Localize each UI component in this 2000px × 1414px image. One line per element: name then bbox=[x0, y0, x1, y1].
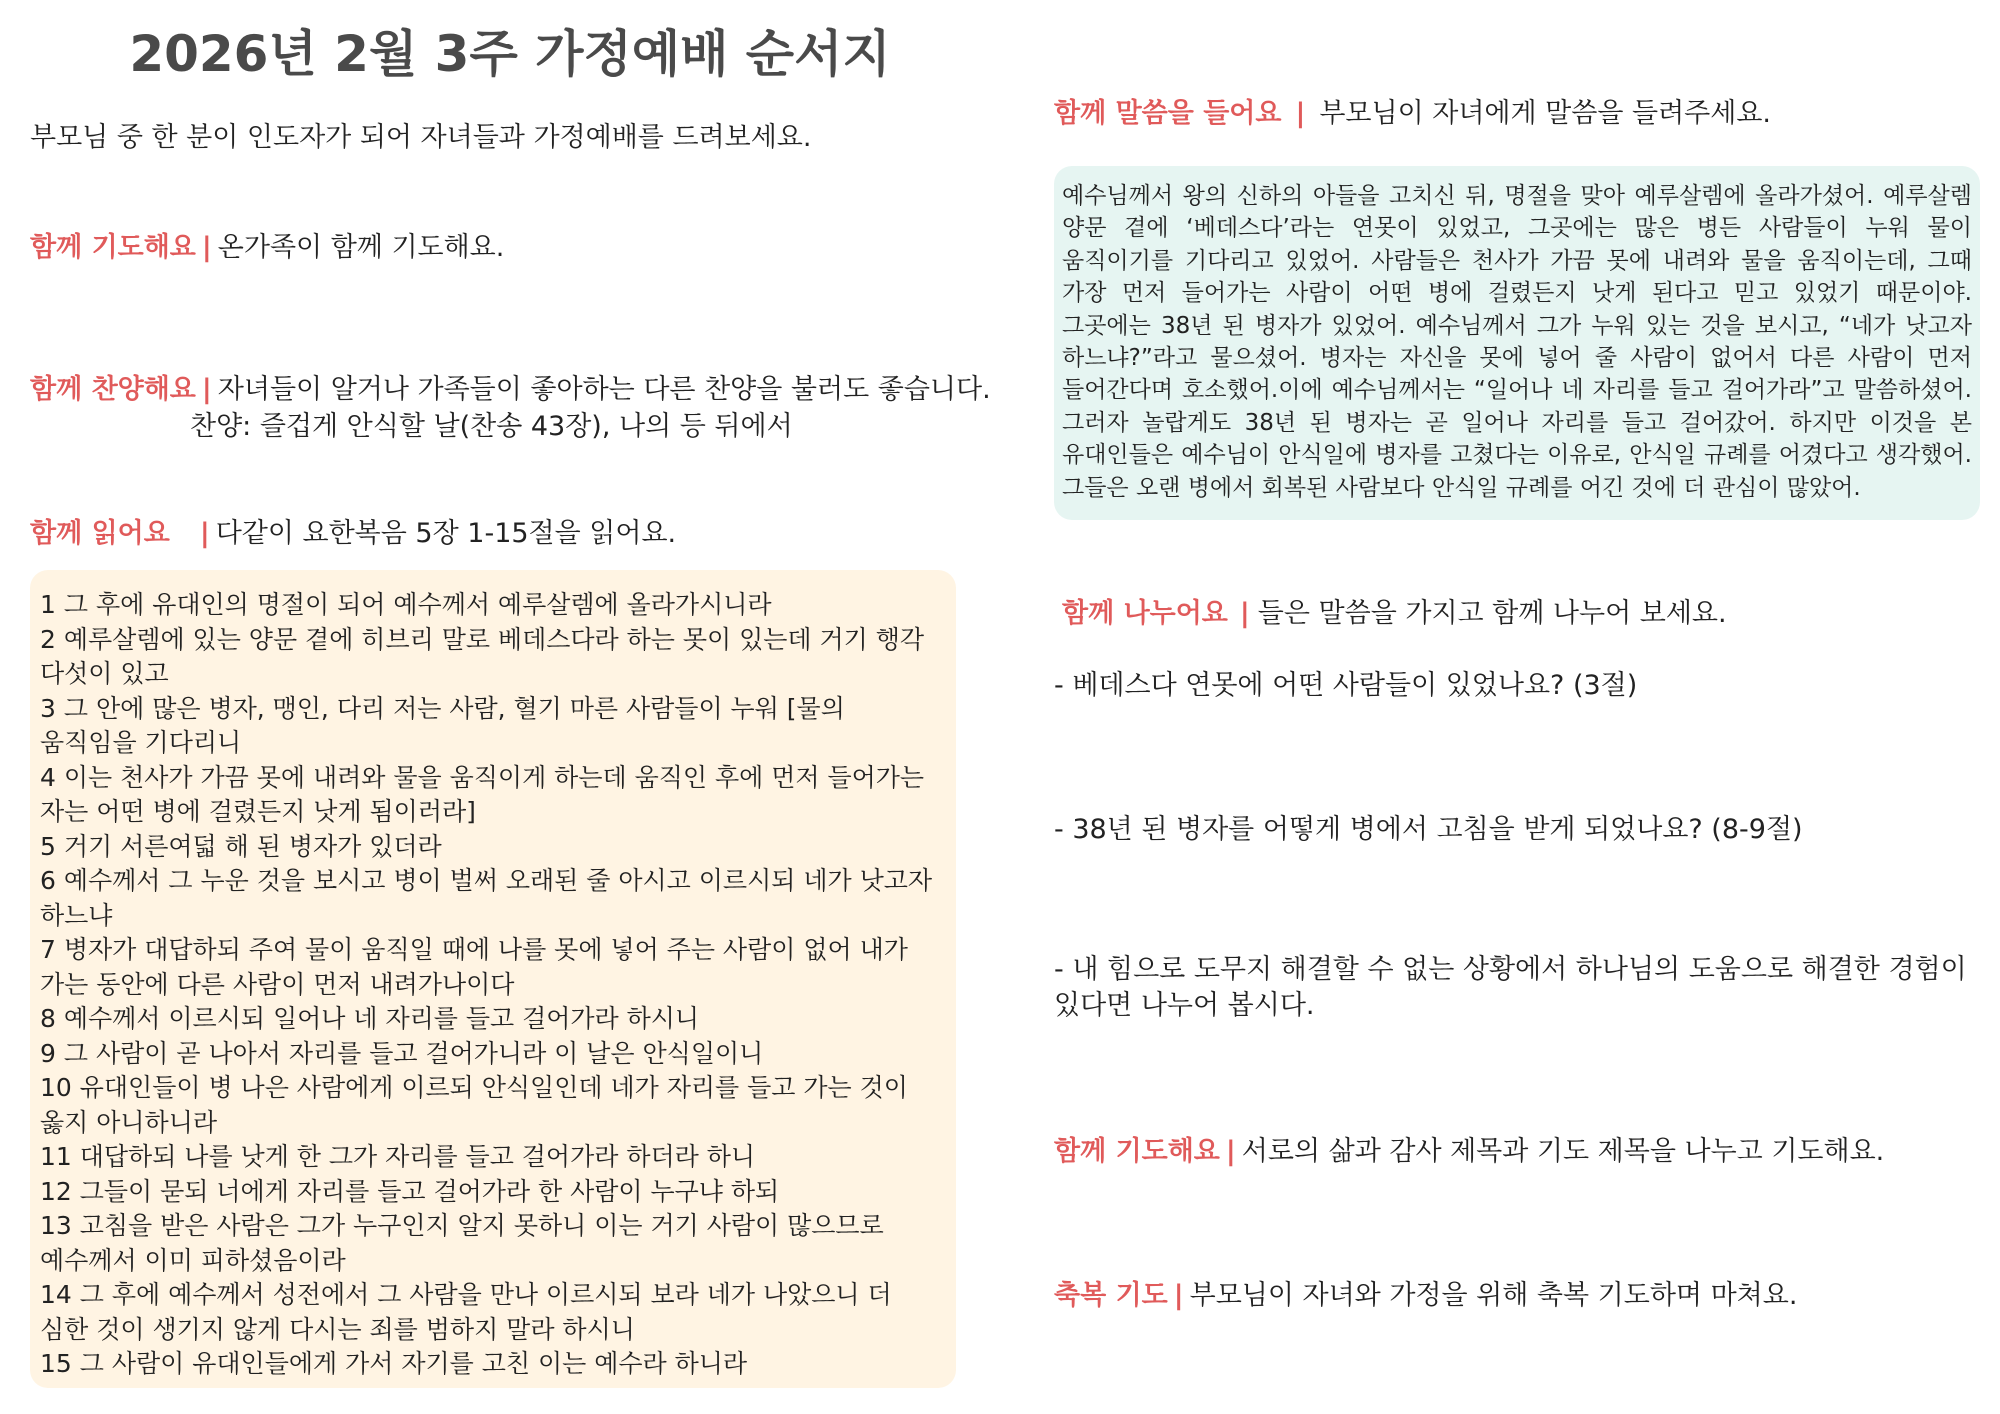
verse: 14 그 후에 예수께서 성전에서 그 사람을 만나 이르시되 보라 네가 나았으니 더 심한 것이 생기지 않게 다시는 죄를 범하지 말라 하시니 bbox=[40, 1280, 892, 1344]
section-label: 함께 기도해요 bbox=[1054, 1136, 1220, 1167]
verse: 12 그들이 묻되 너에게 자리를 들고 걸어가라 한 사람이 누구냐 하되 bbox=[40, 1176, 780, 1206]
separator: | bbox=[1225, 1136, 1236, 1167]
verse: 11 대답하되 나를 낫게 한 그가 자리를 들고 걸어가라 하더라 하니 bbox=[40, 1142, 756, 1171]
section-pray-1 bbox=[30, 230, 504, 266]
section-text: 다같이 요한복음 5장 1-15절을 읽어요. bbox=[215, 518, 677, 549]
section-listen bbox=[1054, 96, 1771, 132]
page-title: 2026년 2월 3주 가정예배 순서지 bbox=[129, 25, 891, 83]
section-label: 함께 기도해요 bbox=[30, 232, 196, 263]
section-text: 부모님이 자녀에게 말씀을 들려주세요. bbox=[1319, 98, 1771, 129]
verse: 13 고침을 받은 사람은 그가 누구인지 알지 못하니 이는 거기 사람이 많으므로 예수께서 이미 피하셨음이라 bbox=[40, 1211, 884, 1275]
verse: 3 그 안에 많은 병자, 맹인, 다리 저는 사람, 혈기 마른 사람들이 누워 [물의 움직임을 기다리니 bbox=[40, 693, 845, 757]
verse: 5 거기 서른여덟 해 된 병자가 있더라 bbox=[40, 831, 442, 861]
section-text: 온가족이 함께 기도해요. bbox=[217, 232, 505, 263]
section-text: 자녀들이 알거나 가족들이 좋아하는 다른 찬양을 불러도 좋습니다. bbox=[217, 374, 991, 405]
verse: 7 병자가 대답하되 주여 물이 움직일 때에 나를 못에 넣어 주는 사람이 없어 내가 가는 동안에 다른 사람이 먼저 내려가나이다 bbox=[40, 935, 908, 999]
section-text: 들은 말씀을 가지고 함께 나누어 보세요. bbox=[1257, 598, 1727, 629]
section-label: 함께 읽어요 bbox=[30, 518, 170, 549]
praise-songs: 찬양: 즐겁게 안식할 날(찬송 43장), 나의 등 뒤에서 bbox=[190, 411, 793, 442]
scripture-box bbox=[30, 570, 956, 1388]
section-label: 축복 기도 bbox=[1054, 1280, 1168, 1311]
section-pray-2 bbox=[1054, 1134, 1884, 1170]
separator: | bbox=[1173, 1280, 1184, 1311]
section-read bbox=[30, 516, 676, 552]
section-label: 함께 찬양해요 bbox=[30, 374, 196, 405]
question: - 38년 된 병자를 어떻게 병에서 고침을 받게 되었나요? (8-9절) bbox=[1054, 814, 1803, 845]
verse: 1 그 후에 유대인의 명절이 되어 예수께서 예루살렘에 올라가시니라 bbox=[40, 590, 772, 619]
verse: 4 이는 천사가 가끔 못에 내려와 물을 움직이게 하는데 움직인 후에 먼저 들어가는 자는 어떤 병에 걸렸든지 낫게 됨이러라] bbox=[40, 762, 925, 826]
separator: | bbox=[199, 518, 210, 549]
verse: 15 그 사람이 유대인들에게 가서 자기를 고친 이는 예수라 하니라 bbox=[40, 1349, 748, 1378]
section-label: 함께 말씀을 들어요 bbox=[1054, 98, 1282, 129]
separator: | bbox=[201, 374, 212, 405]
verse: 8 예수께서 이르시되 일어나 네 자리를 들고 걸어가라 하시니 bbox=[40, 1004, 700, 1033]
verse: 10 유대인들이 병 나은 사람에게 이르되 안식일인데 네가 자리를 들고 가는 것이 옳지 아니하니라 bbox=[40, 1073, 908, 1137]
section-label: 함께 나누어요 bbox=[1062, 598, 1228, 629]
question: - 내 힘으로 도무지 해결할 수 없는 상황에서 하나님의 도움으로 해결한 경험이 있다면 나누어 봅시다. bbox=[1054, 954, 1967, 1021]
section-share bbox=[1062, 596, 1727, 632]
section-praise bbox=[30, 372, 991, 408]
separator: | bbox=[201, 232, 212, 263]
question: - 베데스다 연못에 어떤 사람들이 있었나요? (3절) bbox=[1054, 670, 1638, 701]
sermon-summary: 예수님께서 왕의 신하의 아들을 고치신 뒤, 명절을 맞아 예루살렘에 올라가셨어. 예루살렘 양문 곁에 ‘베데스다’라는 연못이 있었고, 그곳에는 많은 병든 사람들이 누워 물이 움직이기를 기다리고 있었어. 사람들은 천사가 가끔 못에 내려와 물을 움직이는데, 그때 가장 먼저 들어가는 사람이 어떤 병에 걸렸든지 낫게 된다고 믿고 있었기 때문이야. 그곳에는 38년 된 병자가 있었어. 예수님께서 그가 누워 있는 것을 보시고, “네가 낫고자 하느냐?”라고 물으셨어. 병자는 자신을 못에 넣어 줄 사람이 없어서 다른 사람이 먼저 들어간다며 호소했어.이에 예수님께서는 “일어나 네 자리를 들고 걸어가라”고 말씀하셨어. 그러자 놀랍게도 38년 된 병자는 곧 일어나 자리를 들고 걸어갔어. 하지만 이것을 본 유대인들은 예수님이 안식일에 병자를 고쳤다는 이유로, 안식일 규례를 어겼다고 생각했어. 그들은 오랜 병에서 회복된 사람보다 안식일 규례를 어긴 것에 더 관심이 많았어. bbox=[1062, 183, 1972, 501]
sermon-summary-box bbox=[1054, 166, 1980, 520]
separator: | bbox=[1239, 598, 1250, 629]
separator: | bbox=[1295, 98, 1306, 129]
verse: 2 예루살렘에 있는 양문 곁에 히브리 말로 베데스다라 하는 못이 있는데 거기 행각 다섯이 있고 bbox=[40, 624, 925, 688]
section-text: 서로의 삶과 감사 제목과 기도 제목을 나누고 기도해요. bbox=[1241, 1136, 1885, 1167]
section-text: 부모님이 자녀와 가정을 위해 축복 기도하며 마쳐요. bbox=[1189, 1280, 1798, 1311]
section-bless bbox=[1054, 1278, 1797, 1314]
intro-text: 부모님 중 한 분이 인도자가 되어 자녀들과 가정예배를 드려보세요. bbox=[30, 122, 812, 153]
verse: 6 예수께서 그 누운 것을 보시고 병이 벌써 오래된 줄 아시고 이르시되 네가 낫고자 하느냐 bbox=[40, 866, 933, 930]
verse: 9 그 사람이 곧 나아서 자리를 들고 걸어가니라 이 날은 안식일이니 bbox=[40, 1038, 764, 1068]
